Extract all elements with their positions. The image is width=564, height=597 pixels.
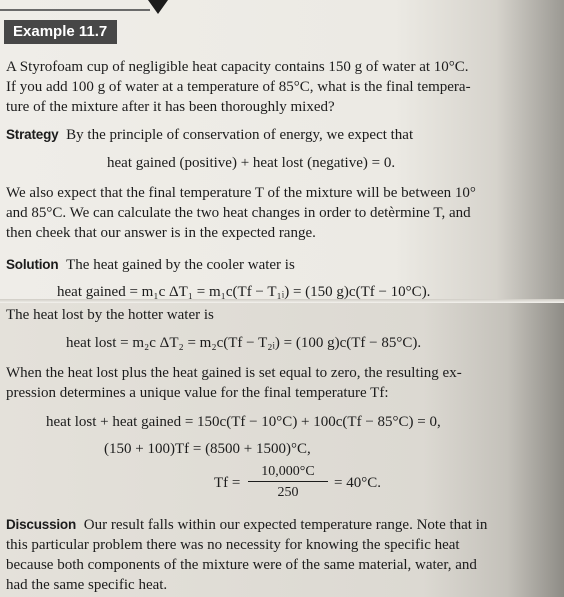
final-temp-result: = 40°C. xyxy=(334,475,381,491)
discussion-line-4: had the same specific heat. xyxy=(6,577,168,593)
heat-gained-equation: heat gained = m₁c ΔT₁ = m₁c(Tf − T₁ᵢ) = (150 g)c(Tf − 10°C). xyxy=(57,284,431,300)
fraction-bar xyxy=(248,481,328,482)
solution-paragraph xyxy=(6,256,295,274)
example-badge: Example 11.7 xyxy=(4,20,117,44)
sum-equation: heat lost + heat gained = 150c(Tf − 10°C) + 100c(Tf − 85°C) = 0, xyxy=(46,414,441,430)
discussion-line-2: this particular problem there was no necessity for knowing the specific heat xyxy=(6,537,460,553)
strategy-paragraph xyxy=(6,126,413,144)
section-marker-triangle xyxy=(148,0,168,14)
fraction-denominator: 250 xyxy=(277,485,299,500)
solution-line-2: The heat lost by the hotter water is xyxy=(6,307,214,323)
problem-line-2: If you add 100 g of water at a temperature of 85°C, what is the final tempera- xyxy=(6,79,471,95)
problem-line-3: ture of the mixture after it has been thoroughly mixed? xyxy=(6,99,335,115)
discussion-line-1: Our result falls within our expected temperature range. Note that in xyxy=(83,517,488,533)
discussion-heading: Discussion xyxy=(6,517,77,532)
solution-line-3: When the heat lost plus the heat gained is set equal to zero, the resulting ex- xyxy=(6,365,462,381)
strategy-line-3: and 85°C. We can calculate the two heat changes in order to detèrmine T, and xyxy=(6,205,471,221)
discussion-line-3: because both components of the mixture were of the same material, water, and xyxy=(6,557,477,573)
header-rule xyxy=(0,9,150,11)
fraction-numerator: 10,000°C xyxy=(261,464,315,479)
solution-heading: Solution xyxy=(6,257,59,272)
strategy-heading: Strategy xyxy=(6,127,59,142)
solution-line-4: pression determines a unique value for the final temperature Tf: xyxy=(6,385,389,401)
problem-line-1: A Styrofoam cup of negligible heat capacity contains 150 g of water at 10°C. xyxy=(6,59,469,75)
discussion-paragraph xyxy=(6,516,487,534)
combined-equation: (150 + 100)Tf = (8500 + 1500)°C, xyxy=(104,441,311,457)
solution-line-1: The heat gained by the cooler water is xyxy=(66,257,295,273)
final-temp-lhs: Tf = xyxy=(214,475,241,491)
strategy-line-1: By the principle of conservation of energy, we expect that xyxy=(66,127,414,143)
strategy-line-2: We also expect that the final temperature T of the mixture will be between 10° xyxy=(6,185,476,201)
strategy-line-4: then cheek that our answer is in the expected range. xyxy=(6,225,316,241)
heat-lost-equation: heat lost = m₂c ΔT₂ = m₂c(Tf − T₂ᵢ) = (100 g)c(Tf − 85°C). xyxy=(66,335,422,351)
energy-conservation-equation: heat gained (positive) + heat lost (negative) = 0. xyxy=(107,155,396,171)
